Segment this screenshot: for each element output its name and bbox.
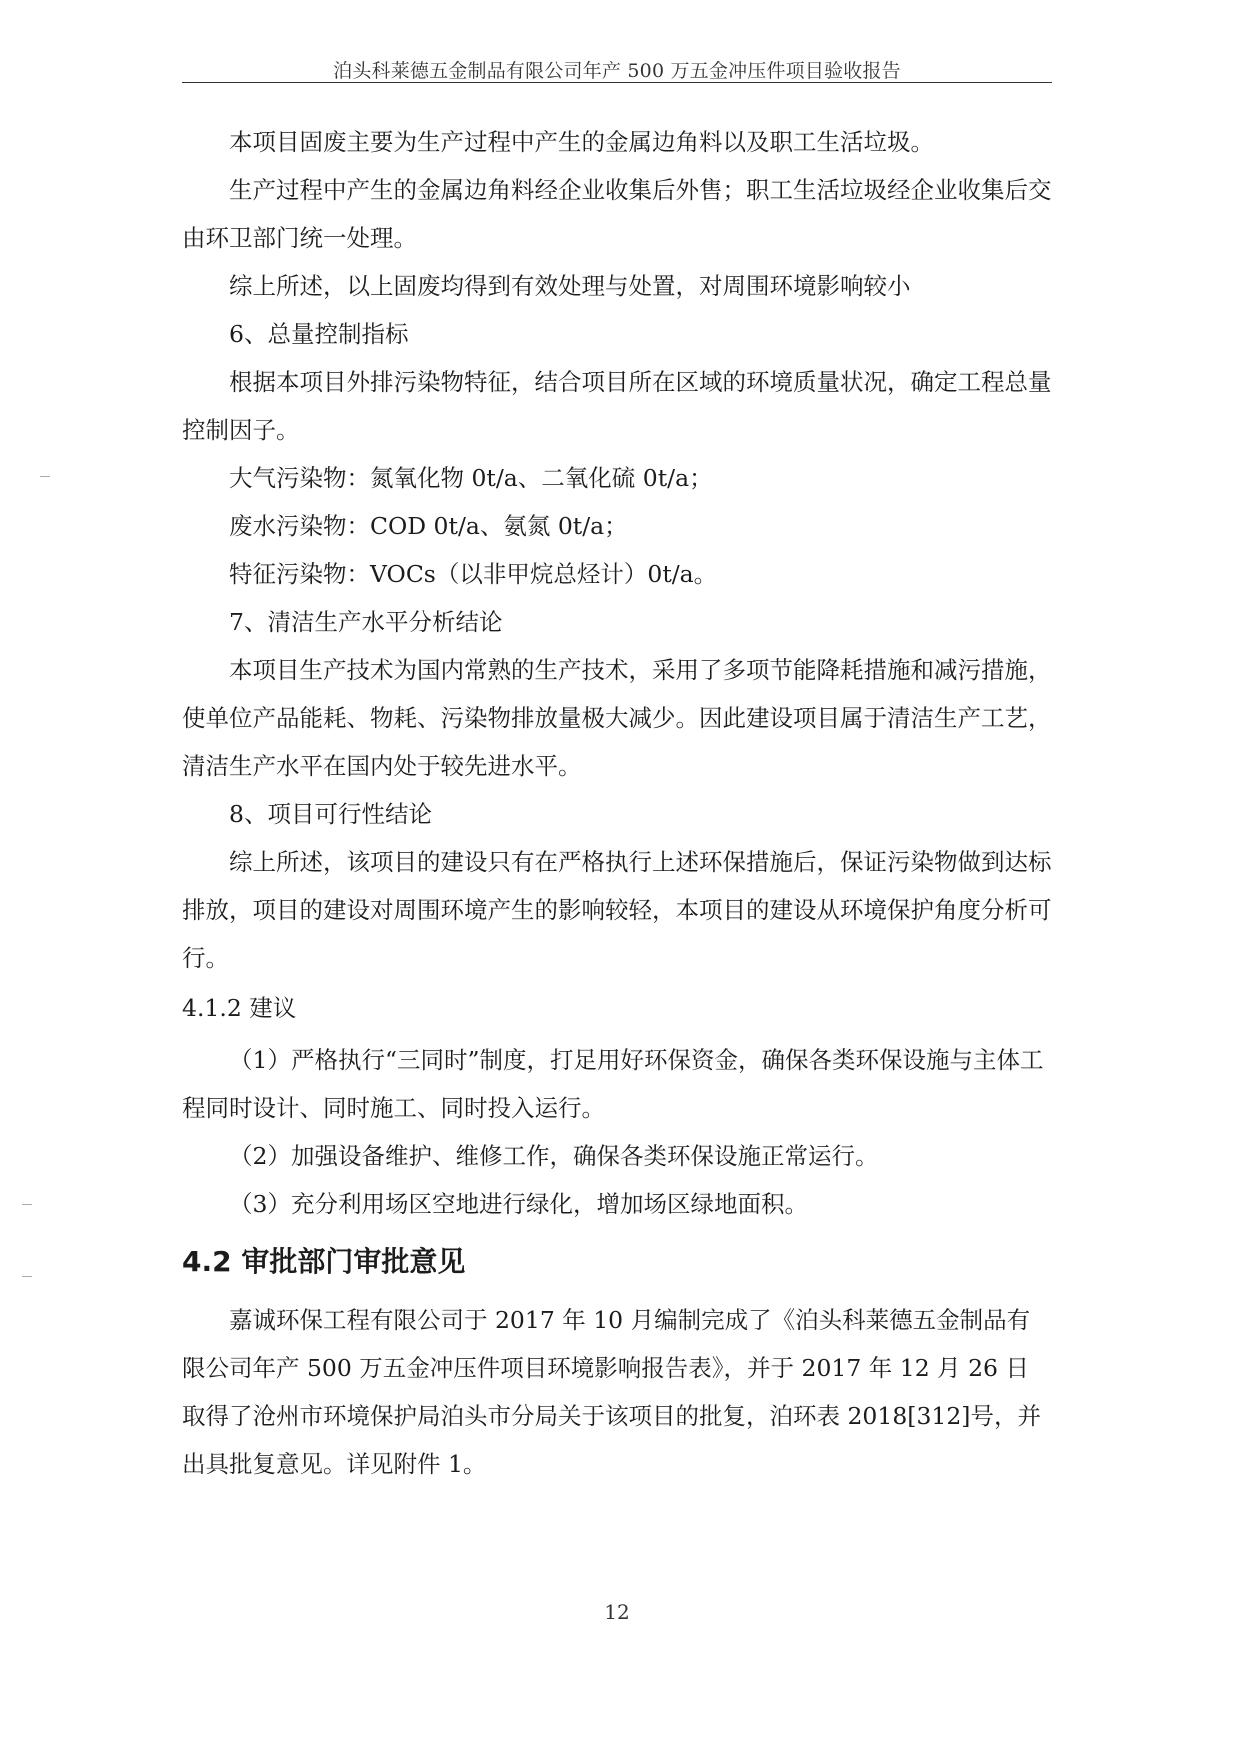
suggestion-1: （1）严格执行“三同时”制度，打足用好环保资金，确保各类环保设施与主体工程同时设计、同时施工、同时投入运行。 xyxy=(182,1046,1044,1122)
heading-4-2-approval-opinion: 4.2 审批部门审批意见 xyxy=(182,1245,466,1278)
heading-feasibility: 8、项目可行性结论 xyxy=(229,800,432,828)
paragraph-approval-details: 嘉诚环保工程有限公司于 2017 年 10 月编制完成了《泊头科莱德五金制品有限公司年产 500 万五金冲压件项目环境影响报告表》，并于 2017 年 12 月 26 日取得了沧州市环境保护局泊头市分局关于该项目的批复，泊环表 2018[312]号，并出具批复意见。详见附件 1。 xyxy=(182,1306,1041,1478)
page-header-title: 泊头科莱德五金制品有限公司年产 500 万五金冲压件项目验收报告 xyxy=(333,60,901,82)
scan-mark xyxy=(22,1204,32,1205)
paragraph-waste-handling: 生产过程中产生的金属边角料经企业收集后外售；职工生活垃圾经企业收集后交由环卫部门统一处理。 xyxy=(182,176,1052,252)
header-rule xyxy=(182,82,1052,83)
paragraph-air-pollutants: 大气污染物：氮氧化物 0t/a、二氧化硫 0t/a； xyxy=(229,464,713,492)
document-body xyxy=(182,118,1052,1488)
heading-total-control: 6、总量控制指标 xyxy=(229,320,409,348)
scan-mark xyxy=(22,1276,32,1277)
paragraph-feasibility: 综上所述，该项目的建设只有在严格执行上述环保措施后，保证污染物做到达标排放，项目的建设对周围环境产生的影响较轻，本项目的建设从环境保护角度分析可行。 xyxy=(182,848,1052,972)
paragraph-water-pollutants: 废水污染物：COD 0t/a、氨氮 0t/a； xyxy=(229,512,628,540)
heading-clean-production: 7、清洁生产水平分析结论 xyxy=(229,608,503,636)
heading-4-1-2-suggestions: 4.1.2 建议 xyxy=(182,994,297,1022)
paragraph-waste-summary: 综上所述，以上固废均得到有效处理与处置，对周围环境影响较小 xyxy=(229,272,911,300)
suggestion-3: （3）充分利用场区空地进行绿化，增加场区绿地面积。 xyxy=(229,1190,808,1218)
scan-mark xyxy=(40,476,50,477)
paragraph-solid-waste: 本项目固废主要为生产过程中产生的金属边角料以及职工生活垃圾。 xyxy=(229,128,934,156)
paragraph-characteristic-pollutants: 特征污染物：VOCs（以非甲烷总烃计）0t/a。 xyxy=(229,560,718,588)
paragraph-control-factors: 根据本项目外排污染物特征，结合项目所在区域的环境质量状况，确定工程总量控制因子。 xyxy=(182,368,1052,444)
paragraph-clean-production: 本项目生产技术为国内常熟的生产技术，采用了多项节能降耗措施和减污措施，使单位产品能耗、物耗、污染物排放量极大减少。因此建设项目属于清洁生产工艺，清洁生产水平在国内处于较先进水平。 xyxy=(182,656,1052,780)
page-number: 12 xyxy=(604,1600,630,1624)
suggestion-2: （2）加强设备维护、维修工作，确保各类环保设施正常运行。 xyxy=(229,1142,879,1170)
